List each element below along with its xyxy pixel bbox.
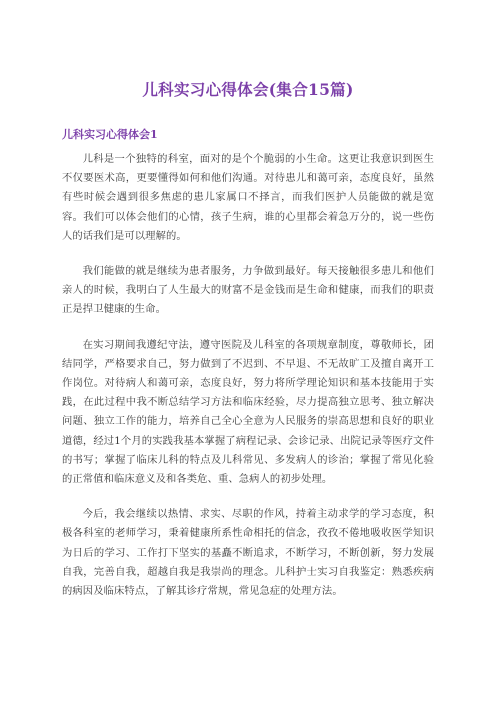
document-title: 儿科实习心得体会(集合15篇) [142,80,354,99]
paragraph: 今后，我会继续以热情、求实、尽职的作风，持着主动求学的学习态度，积极各科室的老师学习，秉着健康所系性命相托的信念，孜孜不倦地吸收医学知识为日后的学习、工作打下坚实的基矗不断追求，不断学习，不断创新，努力发展自我，完善自我，超越自我是我崇尚的理念。儿科护士实习自我鉴定：熟悉疾病的病因及临床特点，了解其诊疗常规，常见急症的处理方法。 [62,508,434,598]
paragraph: 儿科是一个独特的科室，面对的是个个脆弱的小生命。这更让我意识到医生不仅要医术高，更要懂得如何和他们沟通。对待患儿和蔼可亲，态度良好，虽然有些时候会遇到很多焦虑的患儿家属口不择言，而我们医护人员能做的就是宽容。我们可以体会他们的心情，孩子生病，谁的心里都会着急万分的，说一些伤人的话我们是可以理解的。 [62,153,434,242]
paragraph: 我们能做的就是继续为患者服务，力争做到最好。每天接触很多患儿和他们亲人的时候，我明白了人生最大的财富不是金钱而是生命和健康，而我们的职责正是捍卫健康的生命。 [62,265,434,316]
document-body [62,150,434,617]
paragraph: 在实习期间我遵纪守法，遵守医院及儿科室的各项规章制度，尊敬师长，团结同学，严格要求自己，努力做到了不迟到、不早退、不无故旷工及擅自离开工作岗位。对待病人和蔼可亲，态度良好，努力将所学理论知识和基本技能用于实践，在此过程中我不断总结学习方法和临床经验，尽力提高独立思考、独立解决问题、独立工作的能力，培养自己全心全意为人民服务的崇高思想和良好的职业道德，经过1个月的实践我基本掌握了病程记录、会诊记录、出院记录等医疗文件的书写；掌握了临床儿科的特点及儿科常见、多发病人的诊治；掌握了常见化验的正常值和临床意义及和各类危、重、急病人的初步处理。 [62,338,434,486]
section-heading: 儿科实习心得体会1 [62,128,158,141]
